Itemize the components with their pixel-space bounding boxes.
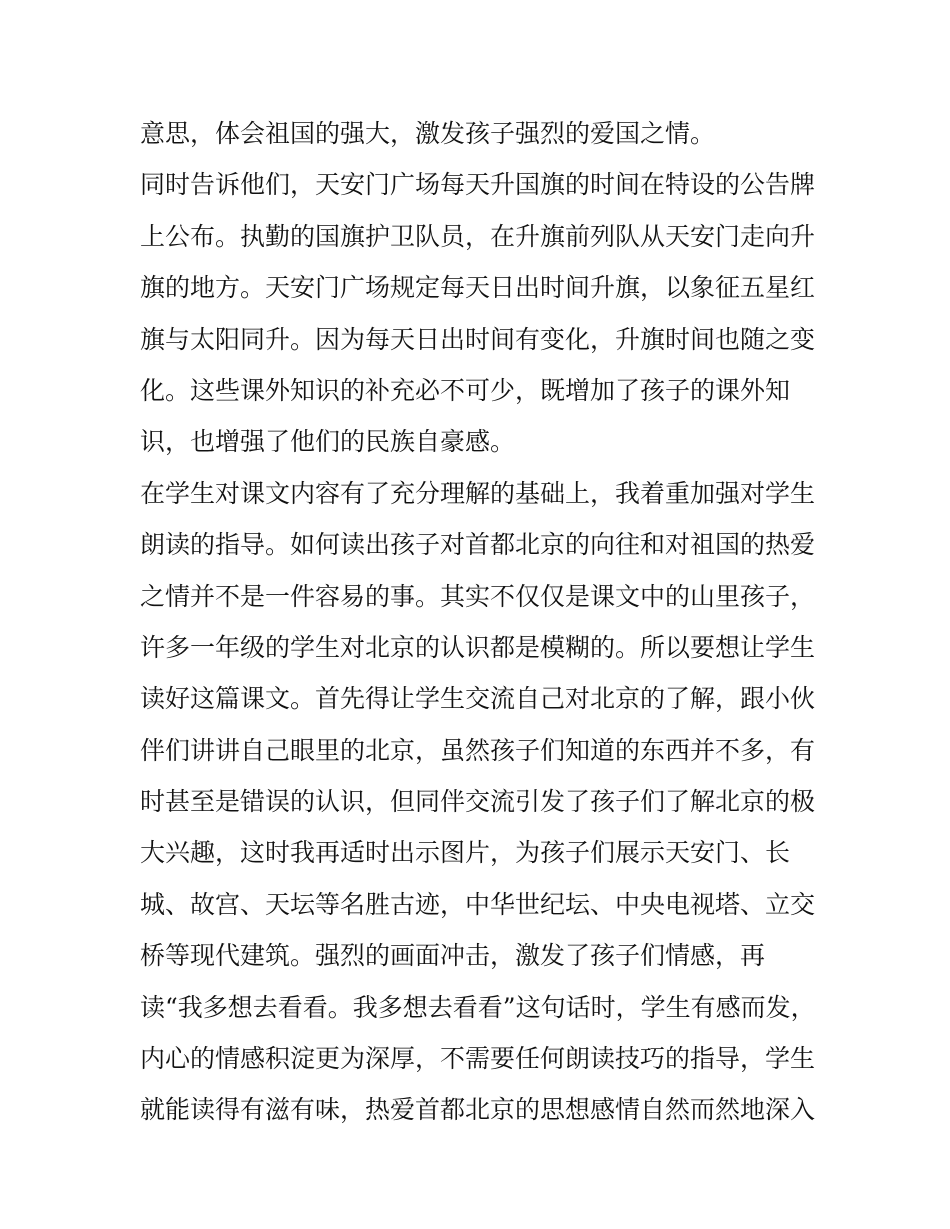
text-line: 在学生对课文内容有了充分理解的基础上，我着重加强对学生 <box>140 478 816 508</box>
text-line: 同时告诉他们，天安门广场每天升国旗的时间在特设的公告牌 <box>140 170 816 200</box>
text-line: 之情并不是一件容易的事。其实不仅仅是课文中的山里孩子， <box>140 581 816 611</box>
text-line: 意思，体会祖国的强大，激发孩子强烈的爱国之情。 <box>140 119 716 148</box>
text-line: 旗与太阳同升。因为每天日出时间有变化，升旗时间也随之变 <box>140 324 816 354</box>
body-text <box>140 108 820 1136</box>
text-line: 旗的地方。天安门广场规定每天日出时间升旗，以象征五星红 <box>140 273 816 303</box>
text-line: 伴们讲讲自己眼里的北京，虽然孩子们知道的东西并不多，有 <box>140 735 816 765</box>
text-line: 大兴趣，这时我再适时出示图片，为孩子们展示天安门、长 <box>140 838 791 868</box>
text-line: 城、故宫、天坛等名胜古迹，中华世纪坛、中央电视塔、立交 <box>140 889 816 919</box>
text-line: 上公布。执勤的国旗护卫队员，在升旗前列队从天安门走向升 <box>140 221 816 251</box>
text-line: 读好这篇课文。首先得让学生交流自己对北京的了解，跟小伙 <box>140 684 816 714</box>
text-line: 许多一年级的学生对北京的认识都是模糊的。所以要想让学生 <box>140 632 816 662</box>
text-line: 就能读得有滋有味，热爱首都北京的思想感情自然而然地深入 <box>140 1095 816 1125</box>
text-line: 读“我多想去看看。我多想去看看”这句话时，学生有感而发， <box>140 992 816 1022</box>
text-line: 化。这些课外知识的补充必不可少，既增加了孩子的课外知 <box>140 375 791 405</box>
text-line: 桥等现代建筑。强烈的画面冲击，激发了孩子们情感，再 <box>140 941 766 971</box>
text-line: 朗读的指导。如何读出孩子对首都北京的向往和对祖国的热爱 <box>140 530 816 560</box>
text-line: 识，也增强了他们的民族自豪感。 <box>140 427 516 457</box>
text-line: 内心的情感积淀更为深厚，不需要任何朗读技巧的指导，学生 <box>140 1044 816 1074</box>
text-line: 时甚至是错误的认识，但同伴交流引发了孩子们了解北京的极 <box>140 787 816 817</box>
